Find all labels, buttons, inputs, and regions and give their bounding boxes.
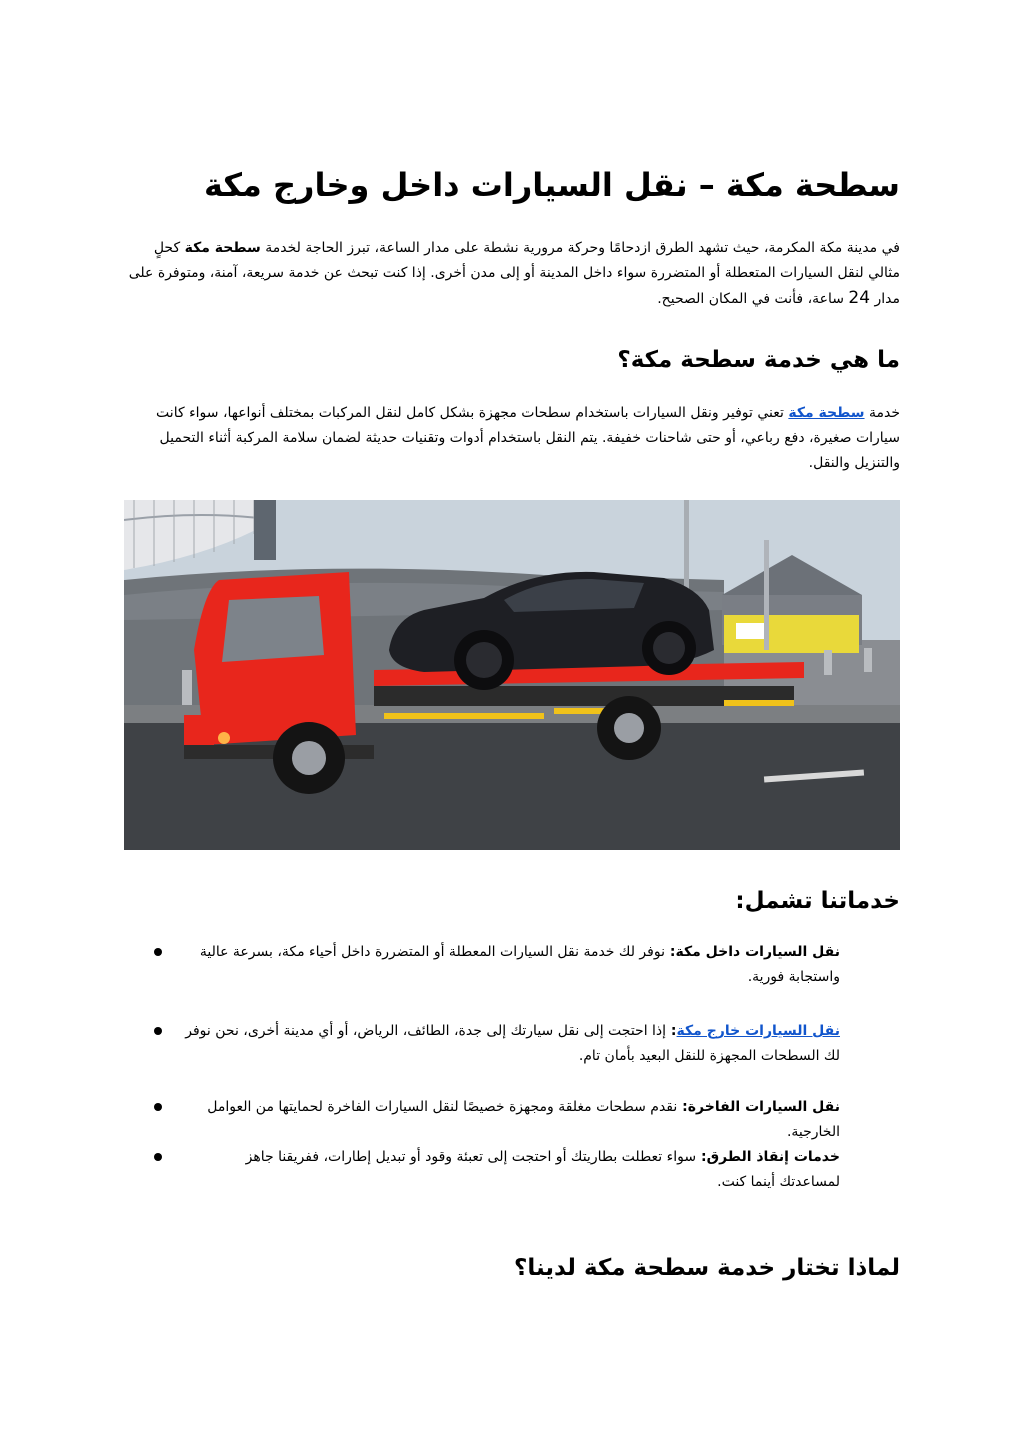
intro-paragraph — [124, 236, 900, 312]
what-is-text-2: تعني توفير ونقل السيارات باستخدام سطحات مجهزة بشكل كامل لنقل المركبات بمختلف أنواعها، سواء كانت سيارات صغيرة، دفع رباعي، أو حتى شاحنات خفيفة. يتم النقل باستخدام أدوات وتقنيات حديثة لضمان سلامة المركبة أثناء التحميل والتنزيل والنقل. — [156, 405, 900, 471]
service-sep: : — [664, 944, 676, 960]
service-sep: : — [677, 1099, 688, 1115]
bullet — [154, 1103, 162, 1111]
service-item-outside-makkah — [124, 1019, 900, 1069]
outside-makkah-link[interactable]: نقل السيارات خارج مكة — [676, 1023, 840, 1039]
service-label: خدمات إنقاذ الطرق — [706, 1149, 840, 1165]
what-is-text-1: خدمة — [864, 405, 900, 421]
service-label: نقل السيارات داخل مكة — [675, 944, 840, 960]
service-sep: : — [696, 1149, 707, 1165]
sateha-makkah-link[interactable]: سطحة مكة — [788, 405, 865, 421]
what-is-heading: ما هي خدمة سطحة مكة؟ — [617, 347, 900, 373]
services-heading: خدماتنا تشمل: — [735, 888, 900, 914]
what-is-paragraph — [124, 401, 900, 476]
intro-text-3: ساعة، فأنت في المكان الصحيح. — [657, 291, 849, 307]
service-text: إذا احتجت إلى نقل سيارتك إلى جدة، الطائف، الرياض، أو أي مدينة أخرى، نحن نوفر لك السطحات المجهزة للنقل البعيد بأمان تام. — [185, 1023, 840, 1064]
intro-hours: 24 — [848, 288, 871, 308]
tow-truck-photo — [124, 500, 900, 850]
service-label: نقل السيارات الفاخرة — [687, 1099, 840, 1115]
intro-text-1: في مدينة مكة المكرمة، حيث تشهد الطرق ازدحامًا وحركة مرورية نشطة على مدار الساعة، تبرز الحاجة لخدمة — [260, 240, 900, 256]
service-item-luxury — [124, 1095, 900, 1145]
bullet — [154, 948, 162, 956]
bullet — [154, 1153, 162, 1161]
bullet — [154, 1027, 162, 1035]
service-item-inside-makkah — [124, 940, 900, 990]
intro-bold-keyword: سطحة مكة — [184, 240, 261, 256]
service-text: نوفر لك خدمة نقل السيارات المعطلة أو المتضررة داخل أحياء مكة، بسرعة عالية واستجابة فورية. — [199, 944, 840, 985]
service-sep: : — [666, 1023, 677, 1039]
service-text: نقدم سطحات مغلقة ومجهزة خصيصًا لنقل السيارات الفاخرة لحمايتها من العوامل الخارجية. — [207, 1099, 840, 1140]
intro-text-2: كحلٍ مثالي لنقل السيارات المتعطلة أو المتضررة سواء داخل المدينة أو إلى مدن أخرى. إذا كنت تبحث عن خدمة سريعة، آمنة، ومتوفرة على مدار — [128, 240, 900, 307]
page-title: سطحة مكة – نقل السيارات داخل وخارج مكة — [204, 166, 900, 204]
service-item-road-rescue — [124, 1145, 900, 1195]
why-choose-heading: لماذا تختار خدمة سطحة مكة لدينا؟ — [514, 1255, 900, 1281]
service-text: سواء تعطلت بطاريتك أو احتجت إلى تعبئة وقود أو تبديل إطارات، ففريقنا جاهز لمساعدتك أينما كنت. — [245, 1149, 840, 1190]
